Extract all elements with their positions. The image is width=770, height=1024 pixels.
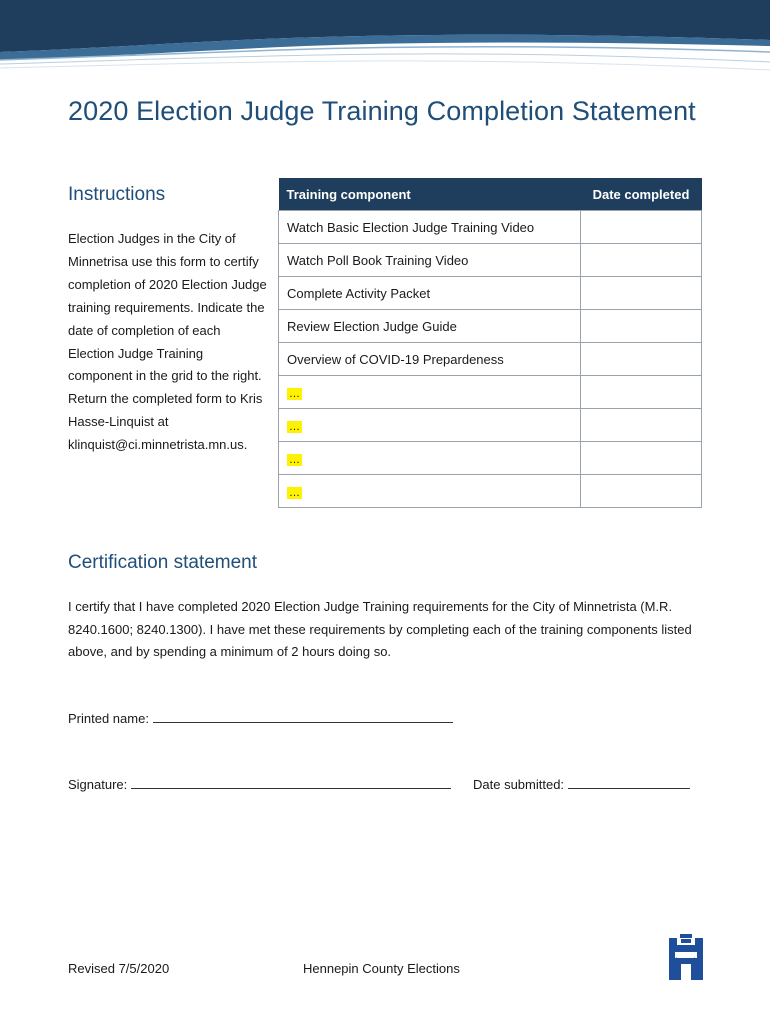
training-component-label: Overview of COVID-19 Prepardeness xyxy=(287,351,504,367)
footer-org: Hennepin County Elections xyxy=(303,961,460,976)
printed-name-field[interactable] xyxy=(153,710,453,723)
table-row xyxy=(279,310,702,343)
header-training-component: Training component xyxy=(279,178,581,211)
training-component-cell xyxy=(279,310,581,343)
table-row xyxy=(279,376,702,409)
table-row xyxy=(279,475,702,508)
training-component-cell xyxy=(279,343,581,376)
training-table xyxy=(278,178,702,508)
certification-text: I certify that I have completed 2020 Election Judge Training requirements for the City of Minnetrista (M.R. 8240.1600; 8240.1300). I have met these requirements by completing each of the training components listed above, and by spending a minimum of 2 hours doing so. xyxy=(68,599,692,659)
training-component-cell xyxy=(279,376,581,409)
date-submitted-row xyxy=(473,776,690,792)
date-completed-cell[interactable] xyxy=(581,244,702,277)
date-completed-cell[interactable] xyxy=(581,343,702,376)
table-row xyxy=(279,211,702,244)
training-component-cell xyxy=(279,442,581,475)
table-header-row xyxy=(279,178,702,211)
table-row xyxy=(279,244,702,277)
date-completed-cell[interactable] xyxy=(581,376,702,409)
date-completed-cell[interactable] xyxy=(581,409,702,442)
hennepin-logo xyxy=(669,934,703,980)
training-component-label: Complete Activity Packet xyxy=(287,285,431,301)
printed-name-row xyxy=(68,710,453,726)
table-row xyxy=(279,343,702,376)
date-completed-cell[interactable] xyxy=(581,475,702,508)
instructions-text: Election Judges in the City of Minnetrisa use this form to certify completion of 2020 Election Judge training requirements. Indicate the date of completion of each Election Judge Training component in the grid to the right. Return the completed form to Kris Hasse-Linquist at klinquist@ci.minnetrista.mn.us. xyxy=(68,231,267,453)
training-component-cell xyxy=(279,475,581,508)
training-component-cell xyxy=(279,244,581,277)
training-component-cell xyxy=(279,277,581,310)
table-row xyxy=(279,442,702,475)
training-component-label: … xyxy=(289,486,300,499)
training-component-cell xyxy=(279,211,581,244)
page-title: 2020 Election Judge Training Completion Statement xyxy=(68,96,696,126)
training-component-label: Watch Poll Book Training Video xyxy=(287,252,469,268)
instructions-heading: Instructions xyxy=(68,184,166,205)
svg-text:Hennepin: Hennepin xyxy=(673,957,699,964)
printed-name-label: Printed name: xyxy=(68,711,149,726)
date-completed-cell[interactable] xyxy=(581,277,702,310)
date-completed-cell[interactable] xyxy=(581,442,702,475)
table-row xyxy=(279,409,702,442)
training-component-label: … xyxy=(289,420,300,433)
date-submitted-label: Date submitted: xyxy=(473,777,565,792)
certification-heading: Certification statement xyxy=(68,552,258,573)
table-row xyxy=(279,277,702,310)
revised-date: Revised 7/5/2020 xyxy=(68,961,170,976)
signature-field[interactable] xyxy=(131,776,451,789)
signature-row xyxy=(68,776,451,792)
header-wave-band xyxy=(0,0,770,80)
header-date-completed: Date completed xyxy=(581,178,702,211)
date-submitted-field[interactable] xyxy=(568,776,690,789)
training-component-label: … xyxy=(289,453,300,466)
signature-label: Signature: xyxy=(68,777,128,792)
training-component-label: … xyxy=(289,387,300,400)
training-component-label: Review Election Judge Guide xyxy=(287,318,457,334)
date-completed-cell[interactable] xyxy=(581,310,702,343)
training-component-cell xyxy=(279,409,581,442)
date-completed-cell[interactable] xyxy=(581,211,702,244)
training-component-label: Watch Basic Election Judge Training Video xyxy=(287,219,535,235)
